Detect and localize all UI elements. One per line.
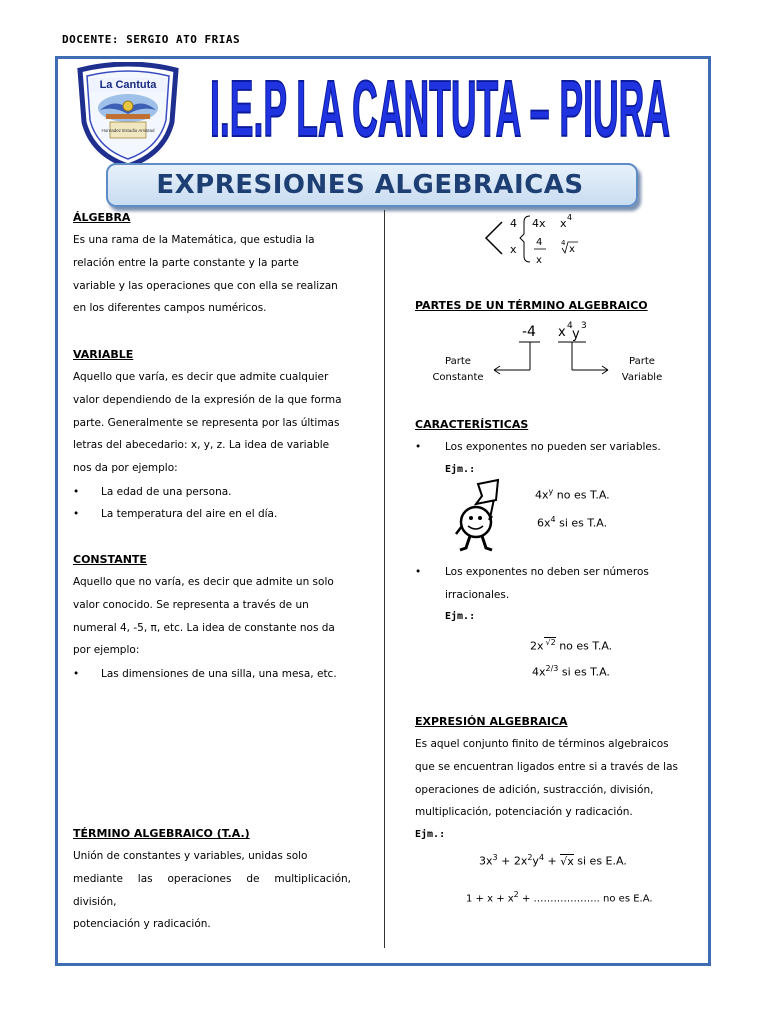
text-line: letras del abecedario: x, y, z. La idea de variable — [73, 439, 330, 452]
svg-text:x: x — [569, 244, 575, 255]
svg-text:x: x — [536, 255, 542, 266]
heading-partes: PARTES DE UN TÉRMINO ALGEBRAICO — [415, 299, 648, 312]
caracteristicas-bullet-1: • Los exponentes no pueden ser variables. — [415, 441, 661, 453]
caracteristicas-bullet-2: • Los exponentes no deben ser números irracionales. — [415, 561, 693, 607]
text-line: irracionales. — [445, 588, 510, 601]
variable-bullet-2: • La temperatura del aire en el día. — [73, 508, 278, 520]
svg-text:Constante: Constante — [432, 372, 484, 383]
example-exponent-variable: $4x^y$ no es T.A. — [535, 487, 610, 502]
svg-text:Variable: Variable — [621, 372, 663, 383]
text-line: Los exponentes no deben ser números — [445, 566, 649, 578]
svg-text:x: x — [558, 325, 566, 340]
svg-text:y: y — [572, 327, 580, 342]
text-line: multiplicación, potenciación y radicación. — [415, 806, 633, 819]
text-line: Es aquel conjunto finito de términos algebraicos — [415, 738, 669, 750]
svg-text:4x: 4x — [532, 217, 546, 230]
text-line: parte. Generalmente se representa por las últimas — [73, 416, 340, 429]
text-line: valor conocido. Se representa a través de un — [73, 598, 309, 611]
page-title: EXPRESIONES ALGEBRAICAS — [156, 170, 584, 200]
heading-termino: TÉRMINO ALGEBRAICO (T.A.) — [73, 827, 250, 840]
svg-text:4: 4 — [567, 213, 573, 222]
example-irrational-exponent: 2x $^{√2}$ no es T.A. — [530, 638, 613, 653]
logo-motto: Honradez Estudio Amistad — [101, 128, 155, 133]
top-math-diagram — [478, 208, 598, 268]
text-line: nos da por ejemplo: — [73, 462, 178, 475]
text-line: Aquello que varía, es decir que admite cualquier — [73, 371, 329, 383]
text-line: Es una rama de la Matemática, que estudia la — [73, 234, 315, 246]
text-line: variable y las operaciones que con ella se realizan — [73, 279, 338, 292]
expresion-text — [415, 733, 693, 824]
svg-text:x: x — [560, 217, 567, 230]
svg-text:Parte: Parte — [445, 356, 471, 367]
text-line: Unión de constantes y variables, unidas solo — [73, 850, 308, 862]
variable-bullet-1: • La edad de una persona. — [73, 486, 232, 498]
text-line: numeral 4, -5, π, etc. La idea de constante nos da — [73, 621, 335, 634]
ejm-label: Ejm.: — [445, 464, 476, 475]
svg-text:4: 4 — [536, 237, 543, 248]
logo-name: La Cantuta — [99, 79, 157, 91]
constante-bullet-1: • Las dimensiones de una silla, una mesa, etc. — [73, 668, 337, 680]
teacher-name: DOCENTE: SERGIO ATO FRIAS — [62, 33, 241, 46]
example-rational-exponent: $4x^{2/3}$ si es T.A. — [532, 664, 610, 679]
heading-variable: VARIABLE — [73, 348, 134, 361]
constante-text — [73, 571, 351, 662]
svg-text:x: x — [510, 243, 517, 256]
svg-text:3: 3 — [581, 321, 587, 331]
ejm-label: Ejm.: — [445, 611, 476, 622]
text-line: Aquello que no varía, es decir que admite un solo — [73, 576, 334, 588]
svg-text:4: 4 — [567, 321, 573, 331]
variable-text — [73, 366, 351, 480]
text-line: por ejemplo: — [73, 644, 140, 657]
school-title — [205, 56, 675, 148]
text-line: en los diferentes campos numéricos. — [73, 302, 267, 315]
text-line: operaciones de adición, sustracción, división, — [415, 783, 654, 796]
text-line: valor dependiendo de la expresión de la que forma — [73, 393, 342, 406]
heading-algebra: ÁLGEBRA — [73, 211, 131, 224]
text-line: que se encuentran ligados entre si a través de las — [415, 760, 678, 773]
heading-caracteristicas: CARACTERÍSTICAS — [415, 418, 529, 431]
example-expression-2: $1 + x + x^2$ + ……………….. no es E.A. — [466, 890, 653, 905]
algebra-text — [73, 229, 351, 320]
svg-text:I.E.P LA CANTUTA – PIURA: I.E.P LA CANTUTA – PIURA — [209, 64, 670, 148]
termino-text — [73, 845, 351, 936]
svg-text:4: 4 — [561, 239, 566, 247]
cartoon-figure-icon — [452, 474, 522, 558]
column-divider — [384, 210, 385, 948]
school-logo — [74, 62, 182, 168]
svg-text:4: 4 — [510, 217, 517, 230]
heading-constante: CONSTANTE — [73, 553, 147, 566]
ejm-label: Ejm.: — [415, 829, 446, 840]
svg-text:Parte: Parte — [629, 356, 655, 367]
partes-diagram — [420, 318, 680, 388]
text-line: mediante las operaciones de multiplicación, división, — [73, 872, 351, 908]
svg-text:-4: -4 — [522, 324, 536, 340]
text-line: relación entre la parte constante y la parte — [73, 256, 299, 269]
heading-expresion: EXPRESIÓN ALGEBRAICA — [415, 715, 568, 728]
example-exponent-number: $6x^4$ si es T.A. — [537, 515, 608, 530]
text-line: potenciación y radicación. — [73, 918, 211, 931]
example-expression-1: $3x^3 + 2x^2y^4 + √x$ si es E.A. — [479, 853, 627, 868]
